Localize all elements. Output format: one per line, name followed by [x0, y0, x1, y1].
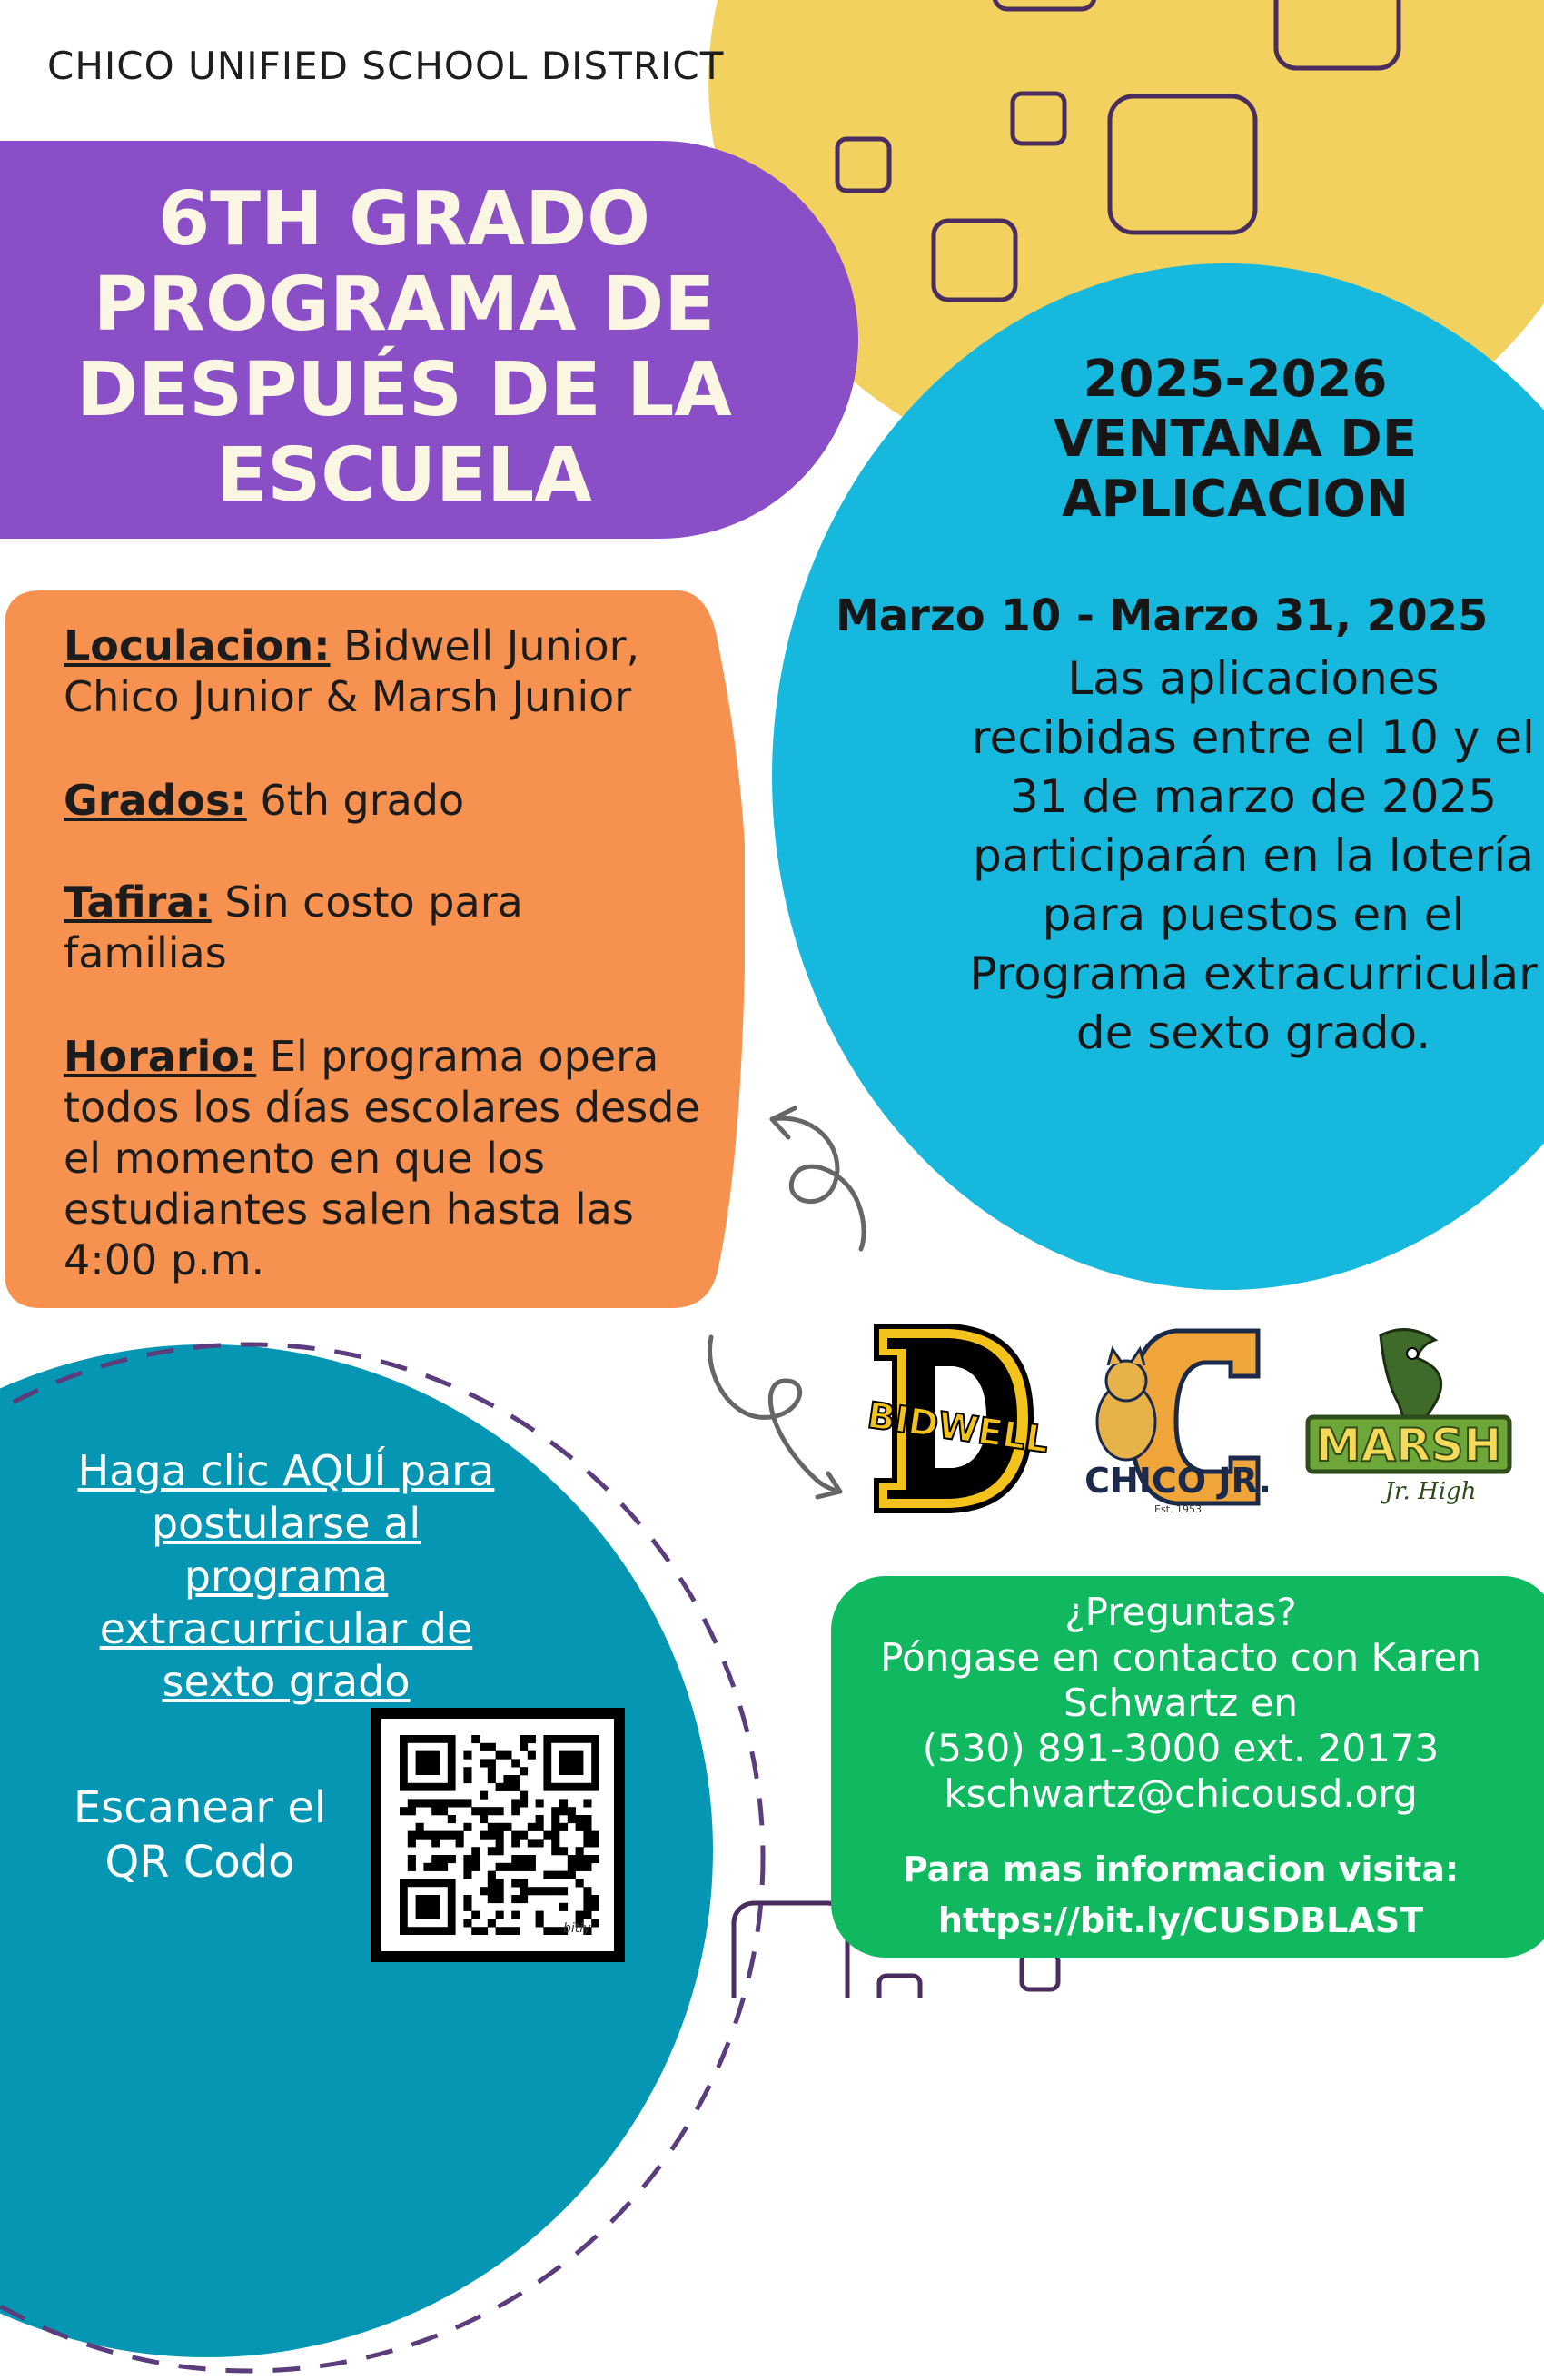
qr-module [440, 1799, 448, 1807]
qr-module [488, 1831, 496, 1840]
qr-module [583, 1895, 591, 1903]
qr-module [543, 1887, 551, 1895]
qr-module [576, 1823, 584, 1831]
more-info [836, 1844, 1526, 1946]
qr-module [488, 1895, 496, 1903]
qr-module [488, 1887, 496, 1895]
qr-module [408, 1799, 416, 1807]
qr-module [496, 1879, 504, 1887]
qr-module [496, 1751, 504, 1760]
grades-value: 6th grado [260, 776, 465, 825]
qr-caption: bitly [563, 1921, 591, 1936]
marsh-subtitle: Jr. High [1384, 1478, 1477, 1505]
qr-module [423, 1863, 431, 1871]
qr-module [559, 1807, 568, 1815]
qr-module [543, 1927, 551, 1935]
qr-module [520, 1767, 528, 1775]
qr-module [408, 1863, 416, 1871]
qr-module [520, 1855, 528, 1863]
qr-module [480, 1759, 488, 1767]
qr-module [528, 1887, 536, 1895]
qr-module [528, 1751, 536, 1760]
grades-label: Grados: [64, 776, 247, 825]
qr-module [456, 1799, 464, 1807]
contact-info [836, 1590, 1526, 1817]
qr-module [520, 1799, 528, 1807]
qr-module [408, 1807, 416, 1815]
qr-module [503, 1927, 511, 1935]
qr-module [463, 1823, 471, 1831]
marsh-logo [1299, 1317, 1521, 1508]
qr-module [416, 1831, 424, 1840]
qr-module [480, 1927, 488, 1935]
hours-value: El programa opera todos los días escolares desde el momento en que los estudiantes salen hasta las 4:00 p.m. [64, 1032, 700, 1284]
qr-module [496, 1895, 504, 1903]
qr-module [423, 1831, 431, 1840]
qr-module [591, 1903, 599, 1911]
qr-module [480, 1743, 488, 1751]
qr-module [463, 1767, 471, 1775]
qr-module [559, 1823, 568, 1831]
title-line: DESPUÉS DE LA [76, 347, 732, 433]
window-heading-line: VENTANA DE [1053, 410, 1418, 469]
qr-module [520, 1895, 528, 1903]
qr-module [511, 1807, 520, 1815]
qr-module [576, 1863, 584, 1871]
qr-module [551, 1871, 559, 1879]
window-heading-line: 2025-2026 [1083, 350, 1388, 409]
qr-module [496, 1783, 504, 1791]
qr-module [511, 1775, 520, 1783]
qr-module [496, 1927, 504, 1935]
qr-module [551, 1807, 559, 1815]
qr-module [448, 1831, 456, 1840]
qr-module [440, 1807, 448, 1815]
title-line: 6TH GRADO [158, 176, 650, 263]
location-value: Bidwell Junior, Chico Junior & Marsh Junior [64, 621, 640, 721]
qr-module [416, 1823, 424, 1831]
qr-module [496, 1831, 504, 1840]
qr-module [511, 1799, 520, 1807]
bidwell-logo [849, 1322, 1063, 1517]
qr-module [520, 1831, 528, 1840]
qr-module [583, 1823, 591, 1831]
qr-module [511, 1831, 520, 1840]
qr-module [496, 1887, 504, 1895]
qr-module [488, 1879, 496, 1887]
qr-module [456, 1831, 464, 1840]
qr-module [576, 1815, 584, 1823]
qr-module [543, 1871, 551, 1879]
qr-module [576, 1855, 584, 1863]
qr-module [591, 1831, 599, 1840]
qr-module [408, 1831, 416, 1840]
qr-module [471, 1847, 480, 1855]
qr-module [408, 1839, 416, 1847]
qr-module [559, 1871, 568, 1879]
bidwell-name: BIDWELL [865, 1394, 1052, 1462]
qr-module [456, 1839, 464, 1847]
qr-finder [416, 1895, 440, 1919]
qr-module [551, 1839, 559, 1847]
qr-module [463, 1871, 471, 1879]
qr-module [463, 1751, 471, 1760]
qr-module [463, 1775, 471, 1783]
qr-module [520, 1743, 528, 1751]
qr-module [480, 1831, 488, 1840]
qr-module [463, 1895, 471, 1903]
qr-module [520, 1887, 528, 1895]
qr-module [536, 1911, 544, 1919]
qr-module [503, 1863, 511, 1871]
scan-qr-text: Escanear el QR Codo [73, 1782, 327, 1888]
qr-module [488, 1823, 496, 1831]
qr-module [559, 1887, 568, 1895]
qr-module [431, 1799, 440, 1807]
apply-link[interactable]: Haga clic AQUÍ para postularse al programa extracurricular de sexto grado [77, 1446, 495, 1706]
qr-module [431, 1807, 440, 1815]
qr-module [536, 1815, 544, 1823]
qr-module [496, 1911, 504, 1919]
hours-label: Horario: [64, 1032, 257, 1081]
qr-module [528, 1823, 536, 1831]
qr-module [431, 1855, 440, 1863]
qr-module [583, 1855, 591, 1863]
qr-module [431, 1831, 440, 1840]
qr-module [536, 1823, 544, 1831]
qr-module [496, 1863, 504, 1871]
qr-module [496, 1823, 504, 1831]
qr-module [551, 1815, 559, 1823]
qr-module [471, 1863, 480, 1871]
qr-finder [559, 1751, 583, 1775]
qr-module [480, 1887, 488, 1895]
qr-finder [416, 1751, 440, 1775]
window-heading-line: APLICACION [1062, 470, 1409, 529]
qr-module [471, 1735, 480, 1743]
qr-module [431, 1863, 440, 1871]
qr-module [583, 1863, 591, 1871]
qr-module [583, 1903, 591, 1911]
qr-module [583, 1839, 591, 1847]
qr-module [528, 1735, 536, 1743]
qr-module [520, 1791, 528, 1800]
qr-module [488, 1775, 496, 1783]
qr-module [448, 1799, 456, 1807]
qr-module [488, 1919, 496, 1927]
fee-value: Sin costo para familias [64, 878, 523, 977]
qr-module [503, 1775, 511, 1783]
qr-module [503, 1783, 511, 1791]
qr-module [551, 1847, 559, 1855]
chico-name: CHICO JR. [1084, 1461, 1272, 1501]
application-dates: Marzo 10 - Marzo 31, 2025 [836, 590, 1489, 641]
more-info-label: Para mas informacion visita: [902, 1849, 1460, 1889]
chico-established: Est. 1953 [1154, 1503, 1202, 1515]
swirl-arrow-upper [772, 1118, 864, 1249]
qr-module [503, 1751, 511, 1760]
qr-module [471, 1927, 480, 1935]
qr-module [448, 1815, 456, 1823]
qr-module [511, 1783, 520, 1791]
qr-module [496, 1847, 504, 1855]
qr-module [536, 1919, 544, 1927]
qr-module [583, 1911, 591, 1919]
qr-code[interactable] [400, 1735, 599, 1935]
district-name: CHICO UNIFIED SCHOOL DISTRICT [47, 44, 725, 88]
qr-module [440, 1831, 448, 1840]
qr-module [520, 1863, 528, 1871]
contact-email[interactable]: kschwartz@chicousd.org [944, 1771, 1418, 1816]
qr-module [520, 1879, 528, 1887]
title-line: PROGRAMA DE [93, 262, 716, 348]
qr-module [463, 1863, 471, 1871]
qr-module [463, 1855, 471, 1863]
qr-module [591, 1919, 599, 1927]
qr-module [583, 1831, 591, 1840]
qr-module [480, 1791, 488, 1800]
qr-module [559, 1799, 568, 1807]
qr-module [448, 1855, 456, 1863]
qr-module [471, 1911, 480, 1919]
qr-module [400, 1807, 408, 1815]
qr-module [440, 1863, 448, 1871]
contact-phone[interactable]: (530) 891-3000 ext. 20173 [922, 1726, 1440, 1770]
qr-module [591, 1839, 599, 1847]
qr-module [536, 1799, 544, 1807]
qr-module [463, 1903, 471, 1911]
qr-module [488, 1767, 496, 1775]
more-info-link[interactable]: https://bit.ly/CUSDBLAST [937, 1900, 1424, 1940]
qr-module [511, 1759, 520, 1767]
qr-module [488, 1743, 496, 1751]
qr-module [559, 1847, 568, 1855]
qr-module [463, 1919, 471, 1927]
qr-module [528, 1855, 536, 1863]
qr-module [480, 1815, 488, 1823]
arrow-head-icon [772, 1108, 795, 1137]
qr-module [496, 1807, 504, 1815]
qr-module [568, 1815, 576, 1823]
marsh-name: MARSH [1315, 1419, 1502, 1472]
qr-module [503, 1823, 511, 1831]
qr-module [496, 1839, 504, 1847]
qr-module [440, 1855, 448, 1863]
qr-module [511, 1855, 520, 1863]
qr-module [511, 1839, 520, 1847]
qr-module [488, 1871, 496, 1879]
qr-module [488, 1759, 496, 1767]
qr-module [423, 1799, 431, 1807]
fee-label: Tafira: [64, 878, 212, 927]
qr-module [480, 1807, 488, 1815]
qr-module [511, 1895, 520, 1903]
qr-module [528, 1839, 536, 1847]
qr-module [583, 1815, 591, 1823]
qr-module [511, 1879, 520, 1887]
qr-module [583, 1799, 591, 1807]
qr-module [568, 1871, 576, 1879]
qr-module [568, 1807, 576, 1815]
qr-module [511, 1863, 520, 1871]
qr-module [576, 1879, 584, 1887]
qr-module [559, 1903, 568, 1911]
qr-module [536, 1887, 544, 1895]
qr-module [488, 1847, 496, 1855]
qr-module [471, 1855, 480, 1863]
qr-module [591, 1855, 599, 1863]
qr-module [431, 1839, 440, 1847]
qr-module [551, 1887, 559, 1895]
qr-module [591, 1895, 599, 1903]
contact-person: Póngase en contacto con Karen Schwartz en [880, 1635, 1481, 1725]
questions-heading: ¿Preguntas? [1064, 1590, 1297, 1634]
qr-module [576, 1911, 584, 1919]
qr-module [568, 1855, 576, 1863]
chico-jr-logo [1076, 1322, 1281, 1526]
location-label: Loculacion: [64, 621, 331, 670]
qr-module [488, 1807, 496, 1815]
qr-module [551, 1831, 559, 1840]
qr-module [576, 1847, 584, 1855]
qr-module [511, 1927, 520, 1935]
qr-module [408, 1855, 416, 1863]
qr-module [551, 1823, 559, 1831]
qr-module [528, 1863, 536, 1871]
qr-module [511, 1911, 520, 1919]
lottery-description: Las aplicaciones recibidas entre el 10 y el 31 de marzo de 2025 participarán en la lotería para puestos en el Programa extracurricular de sexto grado. [969, 652, 1538, 1059]
qr-module [568, 1863, 576, 1871]
qr-module [416, 1799, 424, 1807]
qr-module [471, 1807, 480, 1815]
qr-module [583, 1887, 591, 1895]
title-line: ESCUELA [216, 432, 592, 519]
qr-module [520, 1735, 528, 1743]
qr-module [551, 1927, 559, 1935]
qr-module [536, 1839, 544, 1847]
qr-module [543, 1831, 551, 1840]
qr-module [463, 1799, 471, 1807]
